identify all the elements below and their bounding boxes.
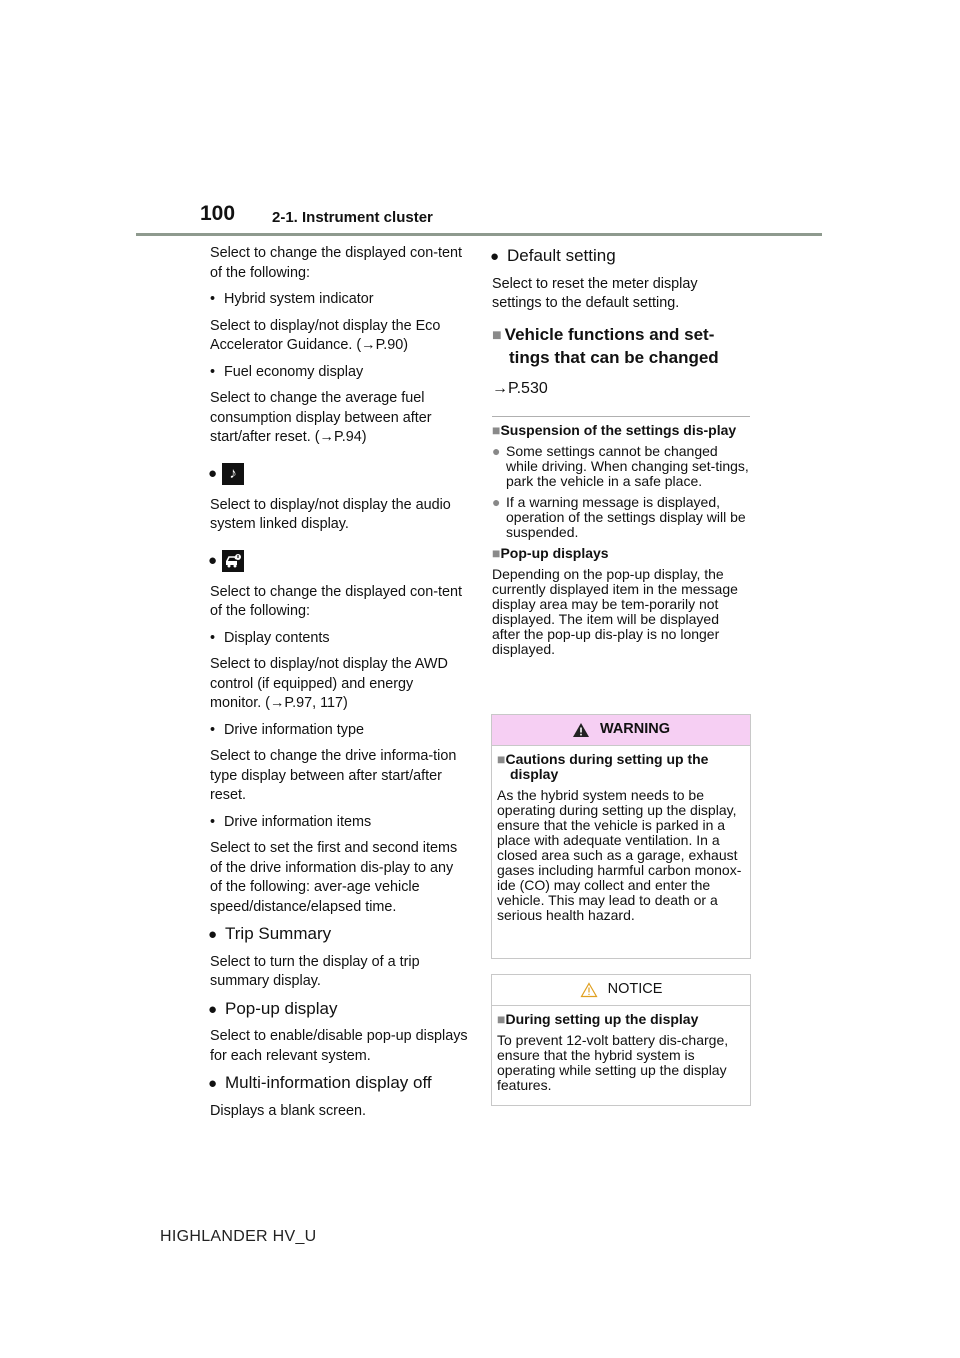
heading-default-setting: ● Default setting <box>490 246 616 265</box>
warning-title: WARNING <box>492 715 750 746</box>
paragraph: Select to turn the display of a trip summary display. <box>210 953 420 989</box>
bullet-icon: ● <box>208 464 218 482</box>
sub-heading: ■ Vehicle functions and set-tings that can be changed <box>492 324 719 367</box>
paragraph: Displays a blank screen. <box>210 1102 366 1119</box>
warning-heading: ■Cautions during setting up the display <box>497 751 709 782</box>
paragraph: Select to display/not display the AWD control (if equipped) and energy monitor. (→P.97, 117) <box>210 656 448 711</box>
notice-heading: ■During setting up the display <box>497 1011 699 1027</box>
warning-triangle-icon <box>572 722 590 738</box>
list-item: • Hybrid system indicator <box>210 291 374 307</box>
paragraph: Select to change the average fuel consumption display between after start/after reset. (→P.94) <box>210 390 432 445</box>
header-rule <box>136 233 822 236</box>
paragraph: Select to reset the meter display settings to the default setting. <box>492 275 698 311</box>
vehicle-info-icon <box>222 550 244 572</box>
page-number: 100 <box>200 202 236 225</box>
notice-title: NOTICE <box>492 975 750 1006</box>
note-body: Depending on the pop-up display, the currently displayed item in the message display area may be tem-porarily not displayed. The item will be displayed after the pop-up dis-play is no longer displayed. <box>492 566 738 657</box>
notice-box <box>491 974 751 1106</box>
page-reference: →P.530 <box>492 379 548 397</box>
section-title: 2-1. Instrument cluster <box>272 209 433 226</box>
heading-popup-display: ● Pop-up display <box>208 998 338 1018</box>
list-item: • Fuel economy display <box>210 363 364 380</box>
paragraph: Select to display/not display the Eco Accelerator Guidance. (→P.90) <box>210 317 441 353</box>
list-item: • Drive information type <box>210 721 364 738</box>
footer-model: HIGHLANDER HV_U <box>160 1228 317 1245</box>
paragraph: Select to change the displayed con-tent of the following: <box>210 583 463 619</box>
list-item: • Display contents <box>210 629 330 646</box>
divider <box>492 416 750 417</box>
note-item: ● If a warning message is displayed, operation of the settings display will be suspended. <box>492 494 746 540</box>
paragraph: Select to display/not display the audio system linked display. <box>210 496 451 532</box>
heading-mid-off: ● Multi-information display off <box>208 1073 432 1092</box>
paragraph: Select to enable/disable pop-up displays for each relevant system. <box>210 1028 468 1064</box>
bullet-icon: ● <box>208 551 218 569</box>
note-heading: ■Suspension of the settings dis-play <box>492 422 737 438</box>
vehicle-settings-item <box>208 549 468 573</box>
list-item: • Drive information items <box>210 813 372 830</box>
paragraph: Select to set the first and second items of the drive information dis-play to any of the following: aver-age vehicle speed/distance/elapsed time. <box>210 840 458 915</box>
note-item: ● Some settings cannot be changed while driving. When changing set-tings, park the vehicle in a safe place. <box>492 443 749 489</box>
paragraph: Select to change the drive informa-tion type display between after start/after reset. <box>210 748 457 803</box>
music-item <box>208 462 468 486</box>
note-heading: ■Pop-up displays <box>492 545 609 561</box>
caution-triangle-icon <box>580 982 598 998</box>
warning-body: As the hybrid system needs to be operating during setting up the display, ensure that the vehicle is parked in a place with adequate ventilation. In a closed area such as a garage, exhaust gases including harmful carbon monox-ide (CO) may collect and enter the vehicle. This may lead to death or a serious health hazard. <box>497 787 742 923</box>
paragraph: Select to change the displayed con-tent of the following: <box>210 245 463 281</box>
page-header <box>136 202 822 235</box>
warning-box <box>491 714 751 959</box>
left-column <box>210 244 468 1128</box>
right-column <box>492 244 750 663</box>
music-note-icon: ♪ <box>222 463 244 485</box>
notice-body: To prevent 12-volt battery dis-charge, ensure that the hybrid system is operating while setting up the display features. <box>497 1032 729 1093</box>
heading-trip-summary: ● Trip Summary <box>208 924 332 943</box>
